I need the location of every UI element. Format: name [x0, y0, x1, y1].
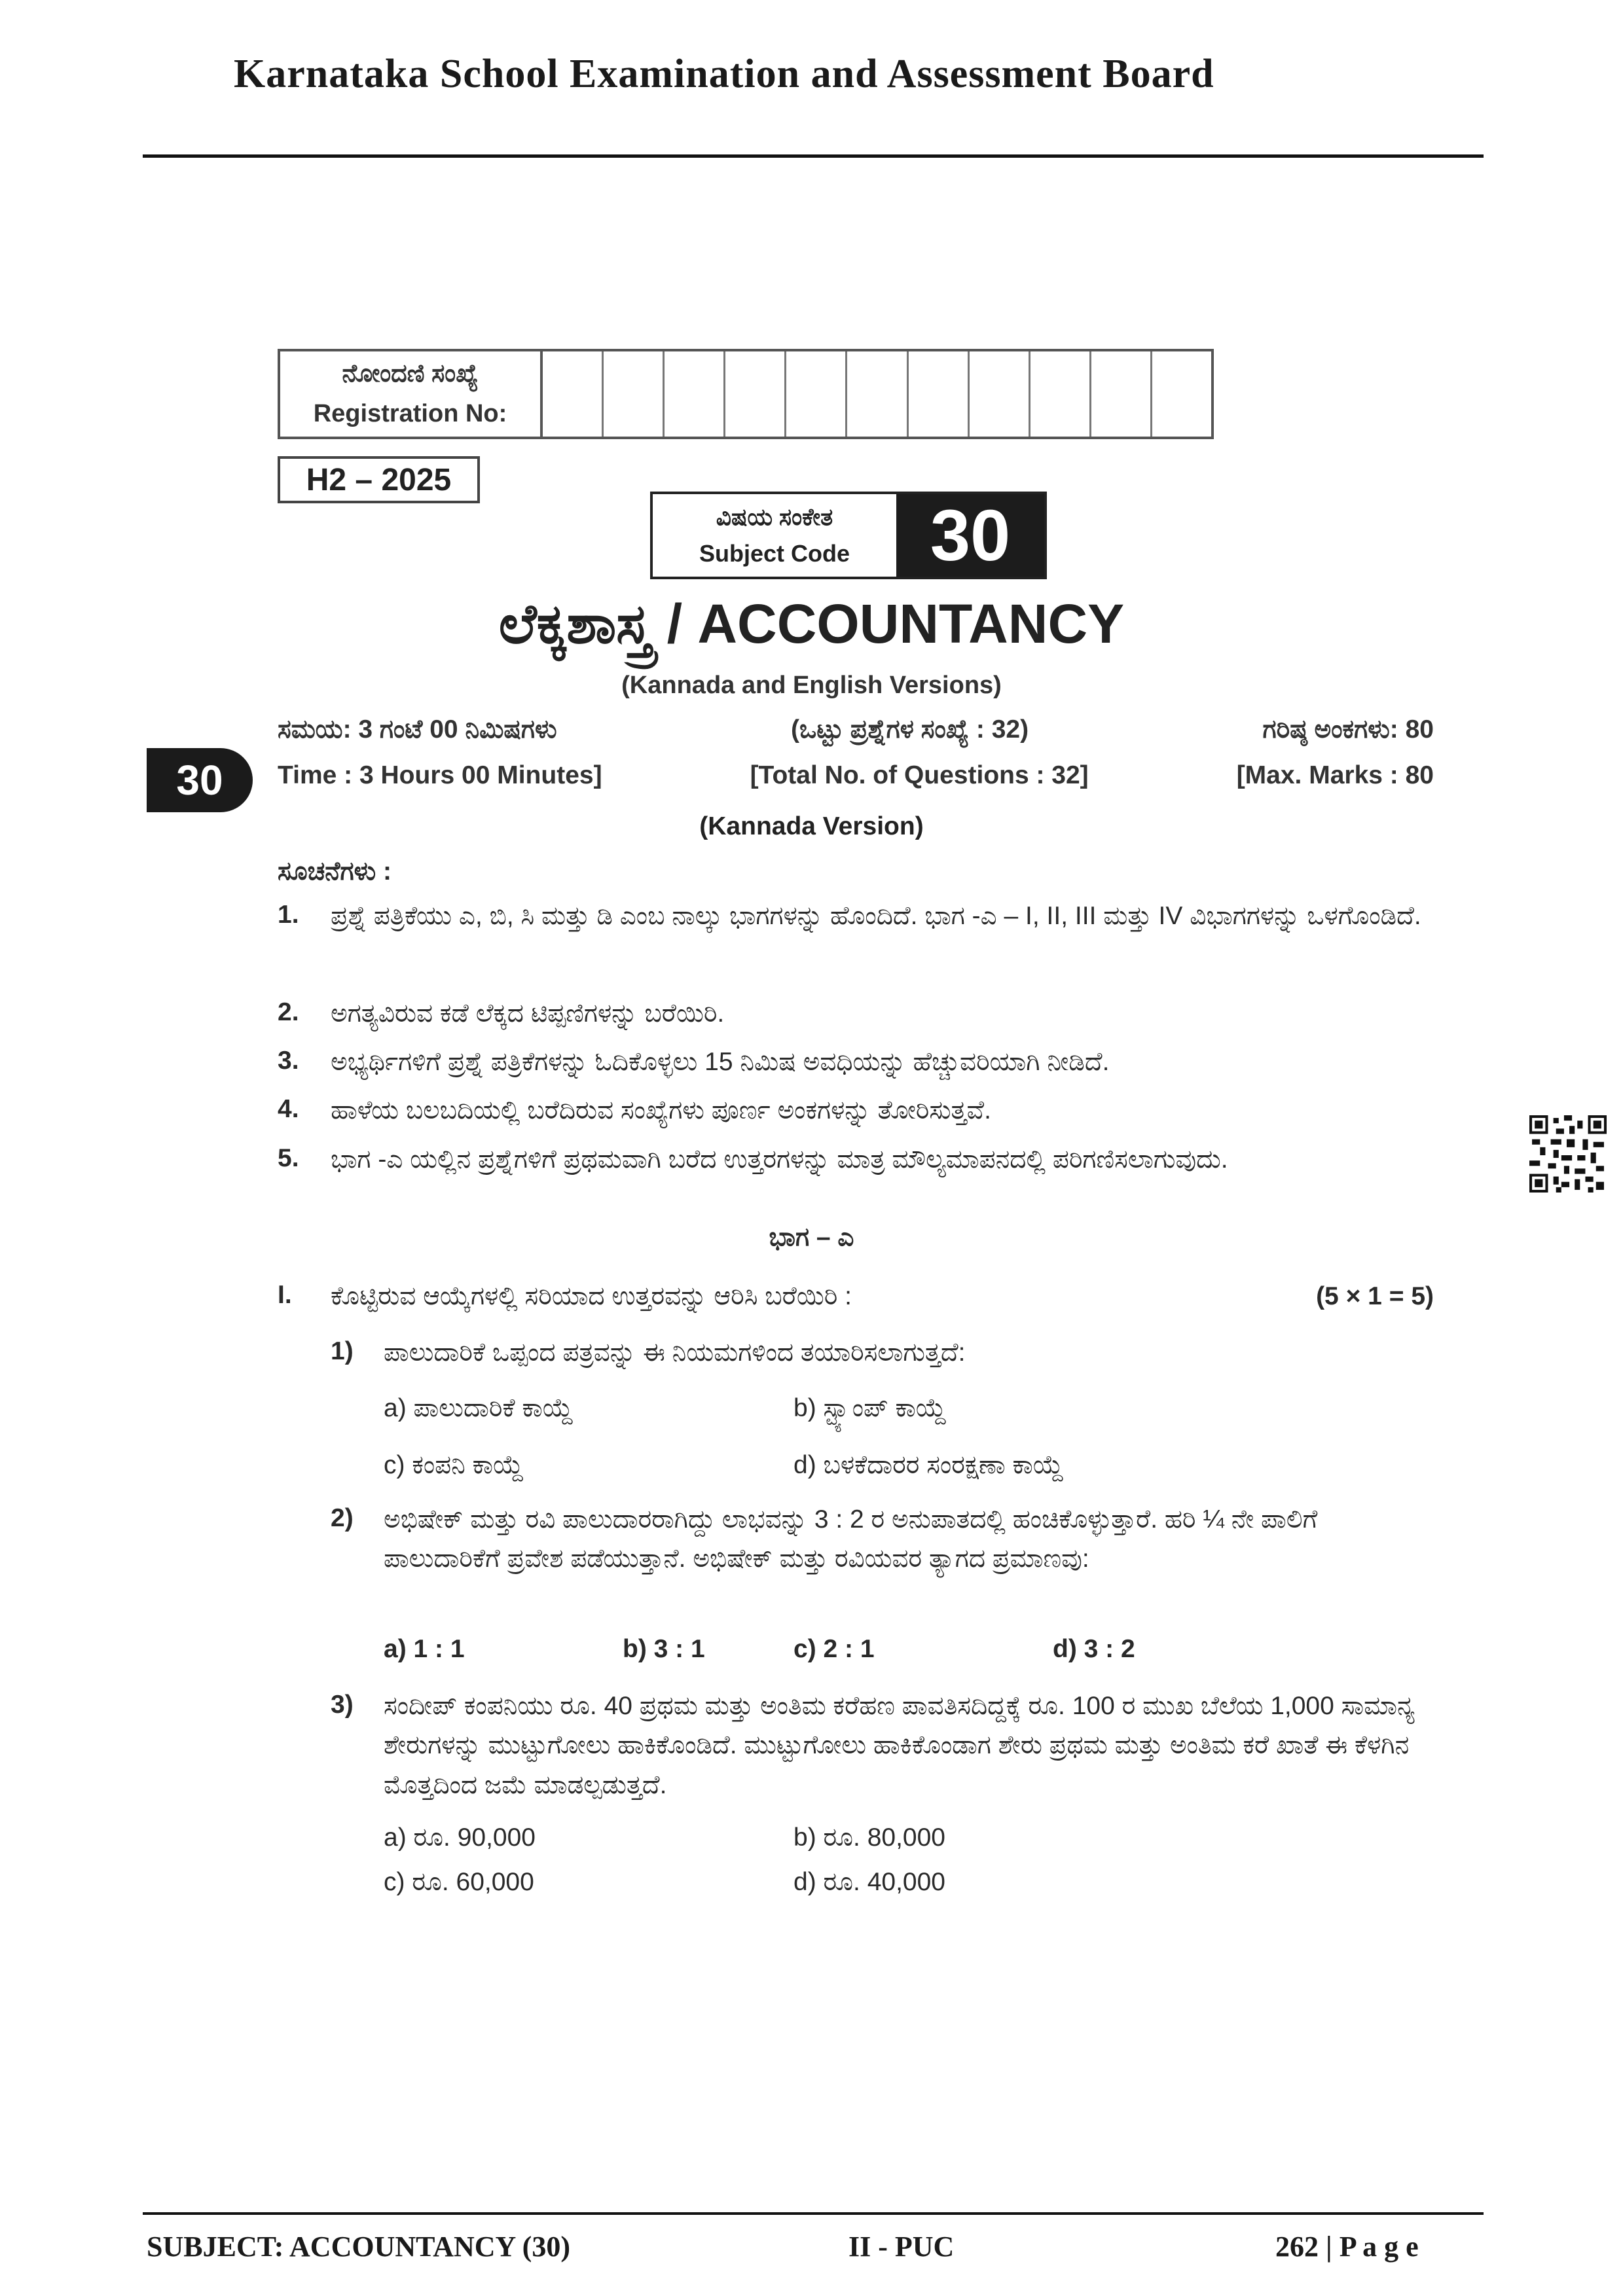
- subject-code-label-en: Subject Code: [699, 540, 850, 567]
- registration-digit-box[interactable]: [847, 351, 908, 437]
- question-text: ಸಂದೀಪ್ ಕಂಪನಿಯು ರೂ. 40 ಪ್ರಥಮ ಮತ್ತು ಅಂತಿಮ ಕರೆಹಣ ಪಾವತಿಸದಿದ್ದಕ್ಕೆ ರೂ. 100 ರ ಮುಖ ಬೆಲೆಯ 1,000 ಸಾಮಾನ್ಯ ಶೇರುಗಳನ್ನು ಮುಟ್ಟುಗೋಲು ಹಾಕಿಕೊಂಡಿದೆ. ಮುಟ್ಟುಗೋಲು ಹಾಕಿಕೊಂಡಾಗ ಶೇರು ಪ್ರಥಮ ಮತ್ತು ಅಂತಿಮ ಕರೆ ಖಾತೆ ಈ ಕೆಳಗಿನ ಮೊತ್ತದಿಂದ ಜಮೆ ಮಾಡಲ್ಪಡುತ್ತದೆ.: [384, 1692, 1415, 1799]
- subject-code-box: [650, 492, 1047, 579]
- registration-digit-box[interactable]: [1030, 351, 1091, 437]
- footer-rule: [143, 2212, 1484, 2215]
- registration-box: [278, 349, 1214, 439]
- time-en: Time : 3 Hours 00 Minutes]: [278, 761, 602, 789]
- registration-digit-box[interactable]: [604, 351, 665, 437]
- question-number: 2): [331, 1504, 354, 1532]
- instruction-text: ಅಗತ್ಯವಿರುವ ಕಡೆ ಲೆಕ್ಕದ ಟಿಪ್ಪಣಿಗಳನ್ನು ಬರೆಯಿರಿ.: [331, 999, 725, 1028]
- registration-digit-box[interactable]: [725, 351, 786, 437]
- registration-digit-box[interactable]: [970, 351, 1030, 437]
- qr-code: [1529, 1115, 1607, 1193]
- side-subject-badge: 30: [147, 748, 253, 812]
- registration-digit-box[interactable]: [1091, 351, 1152, 437]
- meta-row-kn: [278, 715, 1434, 744]
- subject-code-label: [653, 494, 896, 577]
- footer-subject: SUBJECT: ACCOUNTANCY (30): [147, 2231, 570, 2263]
- section-marks: (5 × 1 = 5): [1316, 1282, 1434, 1310]
- registration-digit-box[interactable]: [1152, 351, 1211, 437]
- marks-kn: ಗರಿಷ್ಠ ಅಂಕಗಳು: 80: [1262, 715, 1434, 744]
- option: b) 3 : 1: [623, 1635, 705, 1663]
- question-text: ಪಾಲುದಾರಿಕೆ ಒಪ್ಪಂದ ಪತ್ರವನ್ನು ಈ ನಿಯಮಗಳಿಂದ ತಯಾರಿಸಲಾಗುತ್ತದೆ:: [384, 1338, 966, 1367]
- instruction-number: 2.: [278, 998, 299, 1026]
- section-number: I.: [278, 1281, 292, 1309]
- version-label: (Kannada Version): [699, 812, 924, 840]
- part-heading: ಭಾಗ – ಎ: [769, 1223, 854, 1251]
- option: d) ಬಳಕೆದಾರರ ಸಂರಕ್ಷಣಾ ಕಾಯ್ದೆ: [793, 1451, 1064, 1479]
- subject-code-value: 30: [896, 494, 1044, 577]
- registration-digit-box[interactable]: [786, 351, 847, 437]
- option: a) ರೂ. 90,000: [384, 1823, 536, 1852]
- questions-kn: (ಒಟ್ಟು ಪ್ರಶ್ನೆಗಳ ಸಂಖ್ಯೆ : 32): [791, 715, 1029, 744]
- option: d) ರೂ. 40,000: [793, 1868, 945, 1896]
- question-text: ಅಭಿಷೇಕ್ ಮತ್ತು ರವಿ ಪಾಲುದಾರರಾಗಿದ್ದು ಲಾಭವನ್ನು 3 : 2 ರ ಅನುಪಾತದಲ್ಲಿ ಹಂಚಿಕೊಳ್ಳುತ್ತಾರೆ. ಹರಿ ¼ ನೇ ಪಾಲಿಗೆ ಪಾಲುದಾರಿಕೆಗೆ ಪ್ರವೇಶ ಪಡೆಯುತ್ತಾನೆ. ಅಭಿಷೇಕ್ ಮತ್ತು ರವಿಯವರ ತ್ಯಾಗದ ಪ್ರಮಾಣವು:: [384, 1505, 1318, 1573]
- footer-page-number: 262 | P a g e: [1275, 2231, 1419, 2263]
- instructions-heading: ಸೂಚನೆಗಳು :: [278, 857, 392, 886]
- time-kn: ಸಮಯ: 3 ಗಂಟೆ 00 ನಿಮಿಷಗಳು: [278, 715, 557, 744]
- instruction-text: ಪ್ರಶ್ನೆ ಪತ್ರಿಕೆಯು ಎ, ಬಿ, ಸಿ ಮತ್ತು ಡಿ ಎಂಬ ನಾಲ್ಕು ಭಾಗಗಳನ್ನು ಹೊಂದಿದೆ. ಭಾಗ -ಎ – I, II, III ಮತ್ತು IV ವಿಭಾಗಗಳನ್ನು ಒಳಗೊಂಡಿದೆ.: [331, 902, 1421, 930]
- paper-code: H2 – 2025: [278, 456, 480, 503]
- option: c) ಕಂಪನಿ ಕಾಯ್ದೆ: [384, 1451, 524, 1479]
- option: b) ಸ್ಟ್ಯಾಂಪ್ ಕಾಯ್ದೆ: [793, 1394, 947, 1422]
- option: c) ರೂ. 60,000: [384, 1868, 534, 1896]
- footer-class: II - PUC: [848, 2231, 955, 2263]
- questions-en: [Total No. of Questions : 32]: [750, 761, 1089, 789]
- instruction-number: 1.: [278, 901, 299, 929]
- subject-title: ಲೆಕ್ಕಶಾಸ್ತ್ರ / ACCOUNTANCY: [498, 593, 1125, 655]
- option: c) 2 : 1: [793, 1635, 875, 1663]
- instruction-number: 4.: [278, 1095, 299, 1123]
- versions-note: (Kannada and English Versions): [621, 672, 1002, 699]
- registration-digit-box[interactable]: [909, 351, 970, 437]
- registration-label-en: Registration No:: [313, 400, 507, 427]
- registration-digit-box[interactable]: [665, 351, 725, 437]
- marks-en: [Max. Marks : 80: [1236, 761, 1434, 789]
- registration-digit-box[interactable]: [543, 351, 604, 437]
- option: b) ರೂ. 80,000: [793, 1823, 945, 1852]
- option: d) 3 : 2: [1053, 1635, 1135, 1663]
- instruction-text: ಅಭ್ಯರ್ಥಿಗಳಿಗೆ ಪ್ರಶ್ನೆ ಪತ್ರಿಕೆಗಳನ್ನು ಓದಿಕೊಳ್ಳಲು 15 ನಿಮಿಷ ಅವಧಿಯನ್ನು ಹೆಚ್ಚುವರಿಯಾಗಿ ನೀಡಿದೆ.: [331, 1048, 1110, 1076]
- instruction-text: ಹಾಳೆಯ ಬಲಬದಿಯಲ್ಲಿ ಬರೆದಿರುವ ಸಂಖ್ಯೆಗಳು ಪೂರ್ಣ ಅಂಕಗಳನ್ನು ತೋರಿಸುತ್ತವೆ.: [331, 1096, 991, 1124]
- subject-code-label-kn: ವಿಷಯ ಸಂಕೇತ: [716, 503, 833, 531]
- instruction-text: ಭಾಗ -ಎ ಯಲ್ಲಿನ ಪ್ರಶ್ನೆಗಳಿಗೆ ಪ್ರಥಮವಾಗಿ ಬರೆದ ಉತ್ತರಗಳನ್ನು ಮಾತ್ರ ಮೌಲ್ಯಮಾಪನದಲ್ಲಿ ಪರಿಗಣಿಸಲಾಗುವುದು.: [331, 1145, 1228, 1174]
- question-number: 3): [331, 1691, 354, 1719]
- board-title: Karnataka School Examination and Assessment Board: [234, 52, 1214, 96]
- header-rule: [143, 154, 1484, 158]
- meta-row-en: [278, 761, 1434, 790]
- option: a) 1 : 1: [384, 1635, 465, 1663]
- question-number: 1): [331, 1337, 354, 1365]
- instruction-number: 3.: [278, 1047, 299, 1075]
- registration-label-kn: ನೋಂದಣಿ ಸಂಖ್ಯೆ: [342, 360, 479, 388]
- option: a) ಪಾಲುದಾರಿಕೆ ಕಾಯ್ದೆ: [384, 1394, 574, 1422]
- instruction-number: 5.: [278, 1144, 299, 1172]
- registration-label: [280, 351, 543, 437]
- section-text: ಕೊಟ್ಟಿರುವ ಆಯ್ಕೆಗಳಲ್ಲಿ ಸರಿಯಾದ ಉತ್ತರವನ್ನು ಆರಿಸಿ ಬರೆಯಿರಿ :: [331, 1282, 852, 1310]
